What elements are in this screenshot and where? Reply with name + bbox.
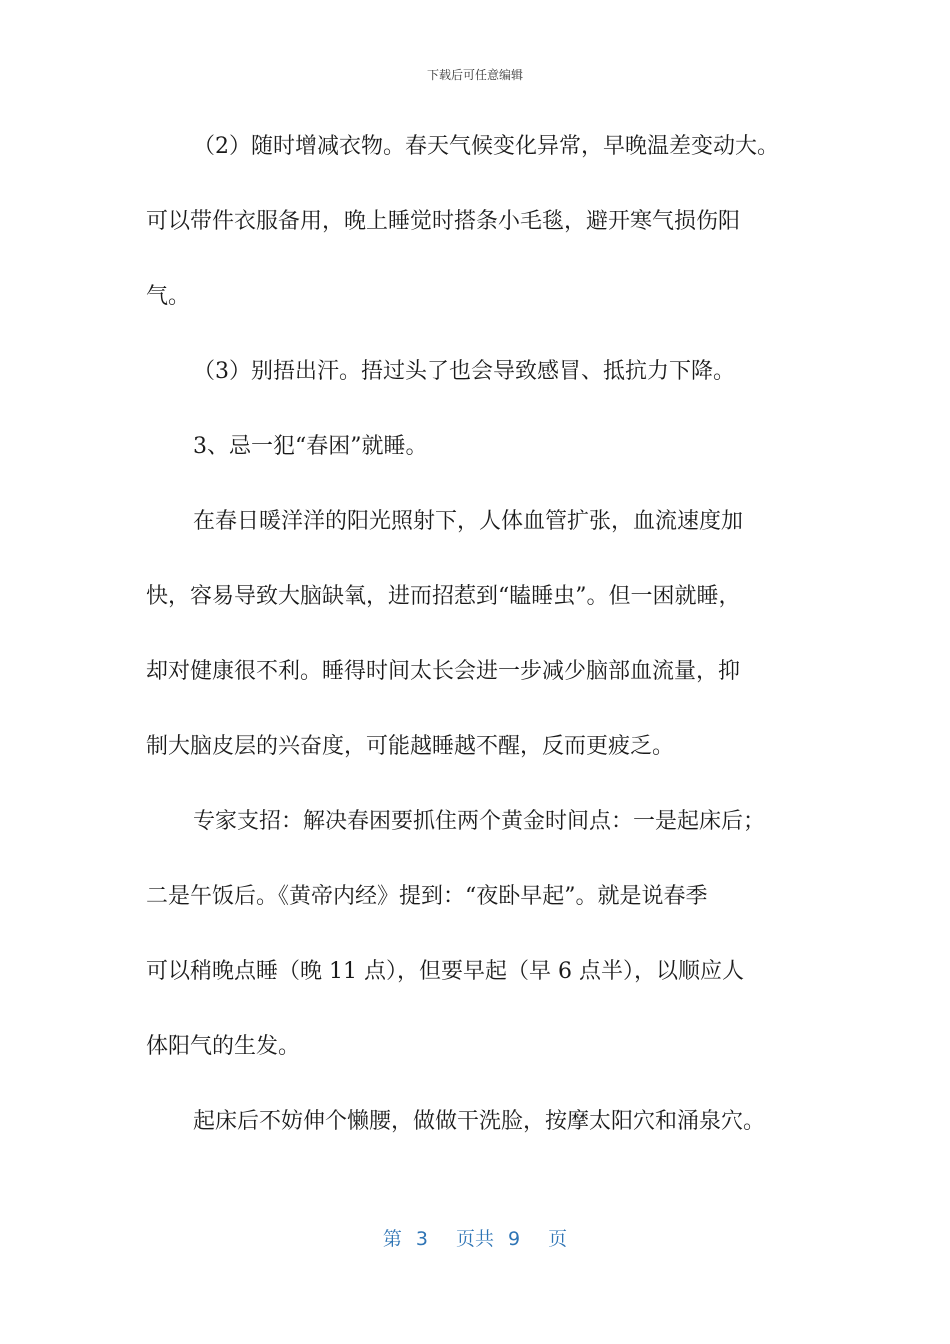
current-page-number: 3 (415, 1228, 428, 1250)
paragraph-line: 可以带件衣服备用，晚上睡觉时搭条小毛毯，避开寒气损伤阳 (146, 209, 741, 234)
paragraph-line: 快，容易导致大脑缺氧，进而招惹到“瞌睡虫”。但一困就睡， (146, 584, 741, 609)
paragraph-line: 气。 (146, 284, 191, 309)
document-body (146, 124, 816, 1174)
paragraph-line: 可以稍晚点睡（晚 11 点），但要早起（早 6 点半），以顺应人 (146, 959, 744, 984)
paragraph-line: 在春日暖洋洋的阳光照射下，人体血管扩张，血流速度加 (193, 509, 744, 534)
paragraph-line: （2）随时增减衣物。春天气候变化异常，早晚温差变动大。 (193, 134, 779, 159)
page-suffix: 页 (548, 1228, 568, 1250)
paragraph-line: （3）别捂出汗。捂过头了也会导致感冒、抵抗力下降。 (193, 359, 735, 384)
paragraph-line: 制大脑皮层的兴奋度，可能越睡越不醒，反而更疲乏。 (146, 734, 675, 759)
total-pages-number: 9 (508, 1228, 521, 1250)
page-header-note: 下载后可任意编辑 (426, 68, 523, 82)
paragraph-line: 起床后不妨伸个懒腰，做做干洗脸，按摩太阳穴和涌泉穴。 (193, 1109, 766, 1134)
paragraph-line: 二是午饭后。《黄帝内经》提到：“夜卧早起”。就是说春季 (146, 884, 708, 909)
paragraph-line: 却对健康很不利。睡得时间太长会进一步减少脑部血流量，抑 (146, 659, 741, 684)
section-heading: 3、忌一犯“春困”就睡。 (193, 434, 428, 459)
page-prefix: 第 (382, 1228, 402, 1250)
paragraph-line: 专家支招：解决春困要抓住两个黄金时间点：一是起床后； (193, 809, 766, 834)
page-middle-text: 页共 (455, 1228, 494, 1250)
page-footer (0, 1224, 950, 1251)
paragraph-line: 体阳气的生发。 (146, 1034, 301, 1059)
